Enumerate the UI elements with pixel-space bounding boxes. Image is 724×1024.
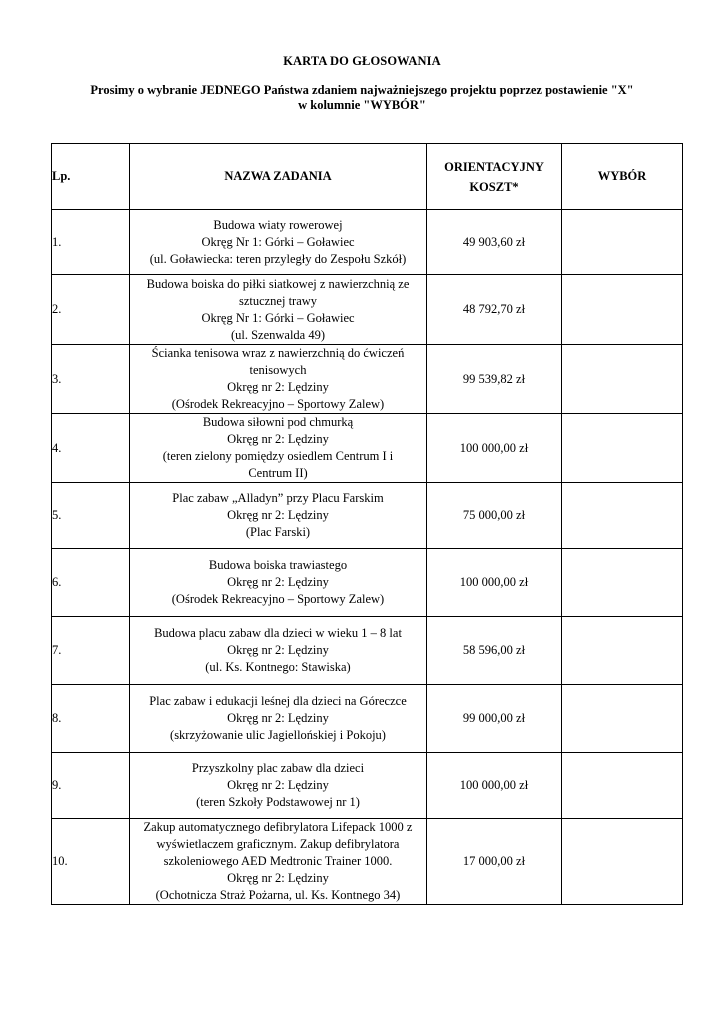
row-number: 3. bbox=[52, 345, 130, 414]
task-name bbox=[130, 345, 427, 414]
choice-box[interactable] bbox=[562, 275, 683, 345]
row-number: 1. bbox=[52, 210, 130, 275]
task-name bbox=[130, 483, 427, 549]
task-name-line: Okręg nr 2: Lędziny bbox=[227, 711, 329, 725]
task-name bbox=[130, 685, 427, 753]
task-name-line: Budowa boiska do piłki siatkowej z nawierzchnią ze bbox=[146, 276, 410, 291]
table-row bbox=[52, 753, 683, 819]
task-name-line: (teren zielony pomiędzy osiedlem Centrum I i bbox=[162, 449, 394, 463]
choice-box[interactable] bbox=[562, 819, 683, 905]
task-name-line: tenisowych bbox=[249, 363, 307, 377]
choice-box[interactable] bbox=[562, 685, 683, 753]
ballot-table bbox=[51, 143, 683, 905]
task-name-line: (Ośrodek Rekreacyjno – Sportowy Zalew) bbox=[171, 592, 385, 606]
row-number: 2. bbox=[52, 275, 130, 345]
task-name-line: Okręg nr 2: Lędziny bbox=[227, 871, 329, 885]
choice-box[interactable] bbox=[562, 549, 683, 617]
header-cost-line-2: KOSZT* bbox=[469, 179, 519, 194]
task-name-line: Budowa placu zabaw dla dzieci w wieku 1 – 8 lat bbox=[154, 626, 402, 640]
table-row bbox=[52, 275, 683, 345]
row-number: 9. bbox=[52, 753, 130, 819]
task-name bbox=[130, 819, 427, 905]
task-name-line: (Plac Farski) bbox=[245, 525, 311, 539]
task-name-line: (skrzyżowanie ulic Jagiellońskiej i Pokoju) bbox=[170, 728, 386, 742]
task-name-line: Zakup automatycznego defibrylatora Lifepack 1000 z bbox=[143, 820, 413, 834]
task-name-line: szkoleniowego AED Medtronic Trainer 1000. bbox=[163, 854, 393, 868]
choice-box[interactable] bbox=[562, 414, 683, 483]
task-name-line: Okręg nr 2: Lędziny bbox=[227, 432, 329, 446]
task-name-line: Plac zabaw i edukacji leśnej dla dzieci na Góreczce bbox=[149, 694, 407, 708]
ballot-title: KARTA DO GŁOSOWANIA bbox=[283, 54, 441, 68]
choice-box[interactable] bbox=[562, 345, 683, 414]
task-name-line: wyświetlaczem graficznym. Zakup defibrylatora bbox=[156, 837, 400, 851]
task-name-line: Okręg Nr 1: Górki – Goławiec bbox=[201, 234, 355, 249]
task-cost: 75 000,00 zł bbox=[427, 483, 562, 549]
choice-box[interactable] bbox=[562, 753, 683, 819]
task-name-line: Okręg nr 2: Lędziny bbox=[227, 575, 329, 589]
task-name-line: Budowa wiaty rowerowej bbox=[213, 217, 343, 232]
row-number: 8. bbox=[52, 685, 130, 753]
instructions bbox=[40, 83, 684, 113]
task-cost: 99 000,00 zł bbox=[427, 685, 562, 753]
task-name-line: Okręg nr 2: Lędziny bbox=[227, 380, 329, 394]
instructions-line-2: w kolumnie "WYBÓR" bbox=[298, 98, 426, 112]
task-name-line: sztucznej trawy bbox=[238, 293, 318, 308]
task-name bbox=[130, 210, 427, 275]
task-name-line: Okręg nr 2: Lędziny bbox=[227, 508, 329, 522]
table-row bbox=[52, 549, 683, 617]
table-row bbox=[52, 685, 683, 753]
task-cost: 100 000,00 zł bbox=[427, 414, 562, 483]
task-name-line: (ul. Goławiecka: teren przyległy do Zespołu Szkół) bbox=[149, 251, 407, 266]
row-number: 6. bbox=[52, 549, 130, 617]
instructions-line-1: Prosimy o wybranie JEDNEGO Państwa zdaniem najważniejszego projektu poprzez postawienie "X" bbox=[90, 83, 634, 97]
task-name bbox=[130, 414, 427, 483]
task-cost: 49 903,60 zł bbox=[427, 210, 562, 275]
task-cost: 99 539,82 zł bbox=[427, 345, 562, 414]
row-number: 10. bbox=[52, 819, 130, 905]
task-name bbox=[130, 549, 427, 617]
table-row bbox=[52, 210, 683, 275]
task-cost: 58 596,00 zł bbox=[427, 617, 562, 685]
task-name-line: Okręg nr 2: Lędziny bbox=[227, 643, 329, 657]
table-row bbox=[52, 345, 683, 414]
choice-box[interactable] bbox=[562, 210, 683, 275]
table-row bbox=[52, 414, 683, 483]
task-cost: 17 000,00 zł bbox=[427, 819, 562, 905]
table-row bbox=[52, 483, 683, 549]
task-name-line: Plac zabaw „Alladyn” przy Placu Farskim bbox=[172, 491, 384, 505]
task-name bbox=[130, 753, 427, 819]
task-name-line: Budowa siłowni pod chmurką bbox=[202, 415, 354, 429]
row-number: 5. bbox=[52, 483, 130, 549]
task-name-line: Budowa boiska trawiastego bbox=[208, 558, 348, 572]
choice-box[interactable] bbox=[562, 617, 683, 685]
header-choice: WYBÓR bbox=[562, 144, 683, 210]
table-row bbox=[52, 617, 683, 685]
task-name bbox=[130, 275, 427, 345]
task-name bbox=[130, 617, 427, 685]
row-number: 7. bbox=[52, 617, 130, 685]
table-row bbox=[52, 819, 683, 905]
task-cost: 48 792,70 zł bbox=[427, 275, 562, 345]
choice-box[interactable] bbox=[562, 483, 683, 549]
task-name-line: (ul. Szenwalda 49) bbox=[230, 327, 326, 342]
header-cost bbox=[427, 144, 562, 210]
header-row bbox=[52, 144, 683, 210]
task-name-line: (teren Szkoły Podstawowej nr 1) bbox=[196, 795, 360, 809]
header-name: NAZWA ZADANIA bbox=[130, 144, 427, 210]
task-cost: 100 000,00 zł bbox=[427, 753, 562, 819]
header-cost-line-1: ORIENTACYJNY bbox=[444, 159, 544, 174]
task-name-line: Ścianka tenisowa wraz z nawierzchnią do ćwiczeń bbox=[151, 346, 405, 360]
task-name-line: (Ochotnicza Straż Pożarna, ul. Ks. Kontnego 34) bbox=[155, 888, 401, 902]
task-name-line: (Ośrodek Rekreacyjno – Sportowy Zalew) bbox=[171, 397, 385, 411]
task-name-line: Okręg nr 2: Lędziny bbox=[227, 778, 329, 792]
task-name-line: Centrum II) bbox=[248, 466, 308, 480]
task-name-line: Okręg Nr 1: Górki – Goławiec bbox=[201, 310, 355, 325]
task-name-line: (ul. Ks. Kontnego: Stawiska) bbox=[205, 660, 351, 674]
task-cost: 100 000,00 zł bbox=[427, 549, 562, 617]
header-lp: Lp. bbox=[52, 144, 130, 210]
row-number: 4. bbox=[52, 414, 130, 483]
task-name-line: Przyszkolny plac zabaw dla dzieci bbox=[191, 761, 365, 775]
